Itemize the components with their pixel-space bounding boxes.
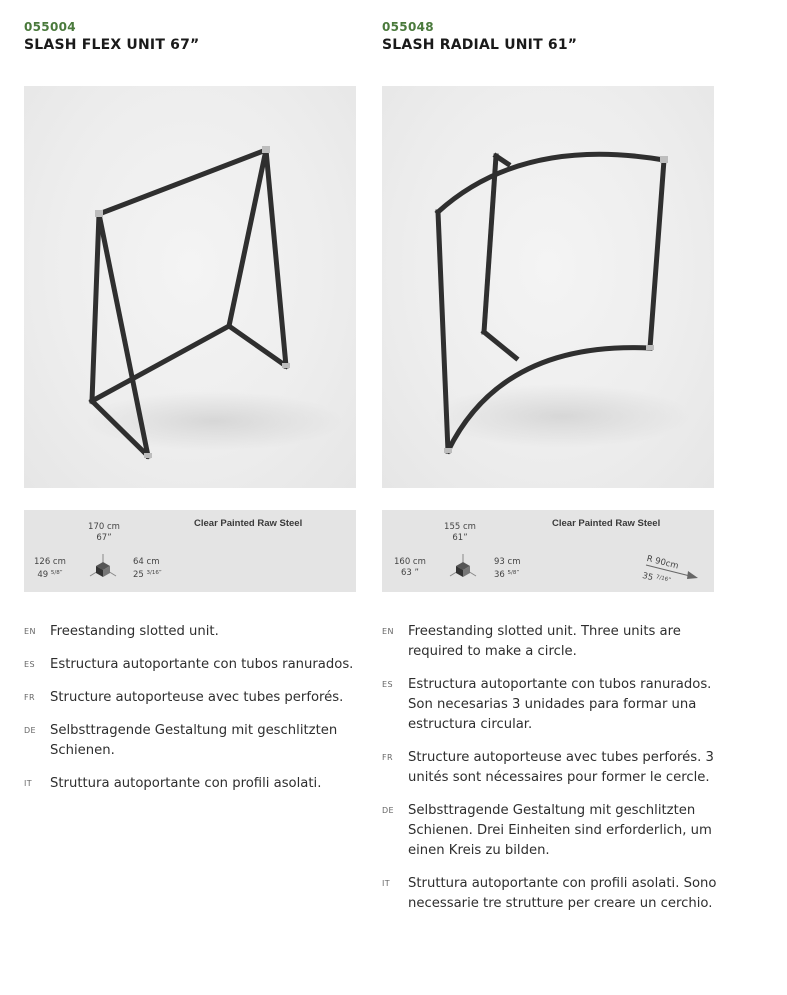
height-cm: 126 cm xyxy=(34,557,66,567)
description-es xyxy=(382,675,722,735)
lang-code: ES xyxy=(24,660,35,669)
depth-cm: 93 cm xyxy=(494,557,521,567)
description-de xyxy=(24,721,364,761)
width-dimension xyxy=(84,522,124,544)
height-dimension xyxy=(34,557,66,581)
axes-icon xyxy=(448,554,478,584)
lang-code: ES xyxy=(382,680,393,689)
product-title: SLASH FLEX UNIT 67” xyxy=(24,37,200,53)
depth-in: 36 xyxy=(494,570,505,580)
radius-dimension xyxy=(641,554,700,584)
description-text: Estructura autoportante con tubos ranurados. xyxy=(50,657,354,672)
width-cm: 155 cm xyxy=(444,522,476,532)
width-in: 67” xyxy=(96,533,112,543)
description-text: Selbsttragende Gestaltung mit geschlitzten Schienen. Drei Einheiten sind erforderlich, um einen Kreis zu bilden. xyxy=(408,803,712,858)
radius-cm: R 90cm xyxy=(645,554,680,572)
depth-dimension xyxy=(133,557,162,581)
lang-code: DE xyxy=(24,726,37,735)
description-en xyxy=(24,622,364,642)
lang-code: FR xyxy=(24,693,35,702)
depth-in: 25 xyxy=(133,570,144,580)
product-code: 055004 xyxy=(24,20,76,34)
width-dimension xyxy=(440,522,480,544)
description-it xyxy=(24,774,364,794)
width-cm: 170 cm xyxy=(88,522,120,532)
radius-in: 35 xyxy=(641,570,655,584)
finish-label: Clear Painted Raw Steel xyxy=(194,518,303,529)
product-photo-flex xyxy=(24,86,356,488)
description-text: Struttura autoportante con profili asolati. Sono necessarie tre strutture per creare un cerchio. xyxy=(408,876,717,911)
height-in: 63 ” xyxy=(400,568,419,578)
height-in: 49 xyxy=(37,570,49,580)
depth-cm: 64 cm xyxy=(133,557,160,567)
product-code: 055048 xyxy=(382,20,434,34)
description-list xyxy=(24,622,364,807)
radius-fraction: 7/16” xyxy=(655,574,672,584)
product-title: SLASH RADIAL UNIT 61” xyxy=(382,37,578,53)
description-de xyxy=(382,801,722,861)
description-text: Structure autoporteuse avec tubes perforés. xyxy=(50,690,344,705)
lang-code: IT xyxy=(382,879,391,888)
product-photo-radial xyxy=(382,86,714,488)
axes-icon xyxy=(88,554,118,584)
lang-code: DE xyxy=(382,806,395,815)
description-text: Freestanding slotted unit. xyxy=(50,624,219,639)
lang-code: FR xyxy=(382,753,393,762)
description-text: Freestanding slotted unit. Three units are required to make a circle. xyxy=(408,624,681,659)
height-dimension xyxy=(394,557,426,579)
lang-code: IT xyxy=(24,779,33,788)
description-en xyxy=(382,622,722,662)
height-fraction: 5/8” xyxy=(50,570,63,576)
depth-fraction: 5/8” xyxy=(507,570,520,576)
spec-panel xyxy=(382,510,714,592)
description-text: Estructura autoportante con tubos ranurados. Son necesarias 3 unidades para formar una estructura circular. xyxy=(408,677,712,732)
depth-fraction: 3/16” xyxy=(146,570,162,576)
description-it xyxy=(382,874,722,914)
spec-panel xyxy=(24,510,356,592)
description-list xyxy=(382,622,722,927)
height-cm: 160 cm xyxy=(394,557,426,567)
description-fr xyxy=(24,688,364,708)
lang-code: EN xyxy=(24,627,36,636)
description-fr xyxy=(382,748,722,788)
finish-label: Clear Painted Raw Steel xyxy=(552,518,661,529)
depth-dimension xyxy=(494,557,520,581)
description-text: Struttura autoportante con profili asolati. xyxy=(50,776,322,791)
width-in: 61” xyxy=(452,533,468,543)
description-text: Structure autoporteuse avec tubes perforés. 3 unités sont nécessaires pour former le cercle. xyxy=(408,750,714,785)
description-es xyxy=(24,655,364,675)
lang-code: EN xyxy=(382,627,394,636)
description-text: Selbsttragende Gestaltung mit geschlitzten Schienen. xyxy=(50,723,338,758)
